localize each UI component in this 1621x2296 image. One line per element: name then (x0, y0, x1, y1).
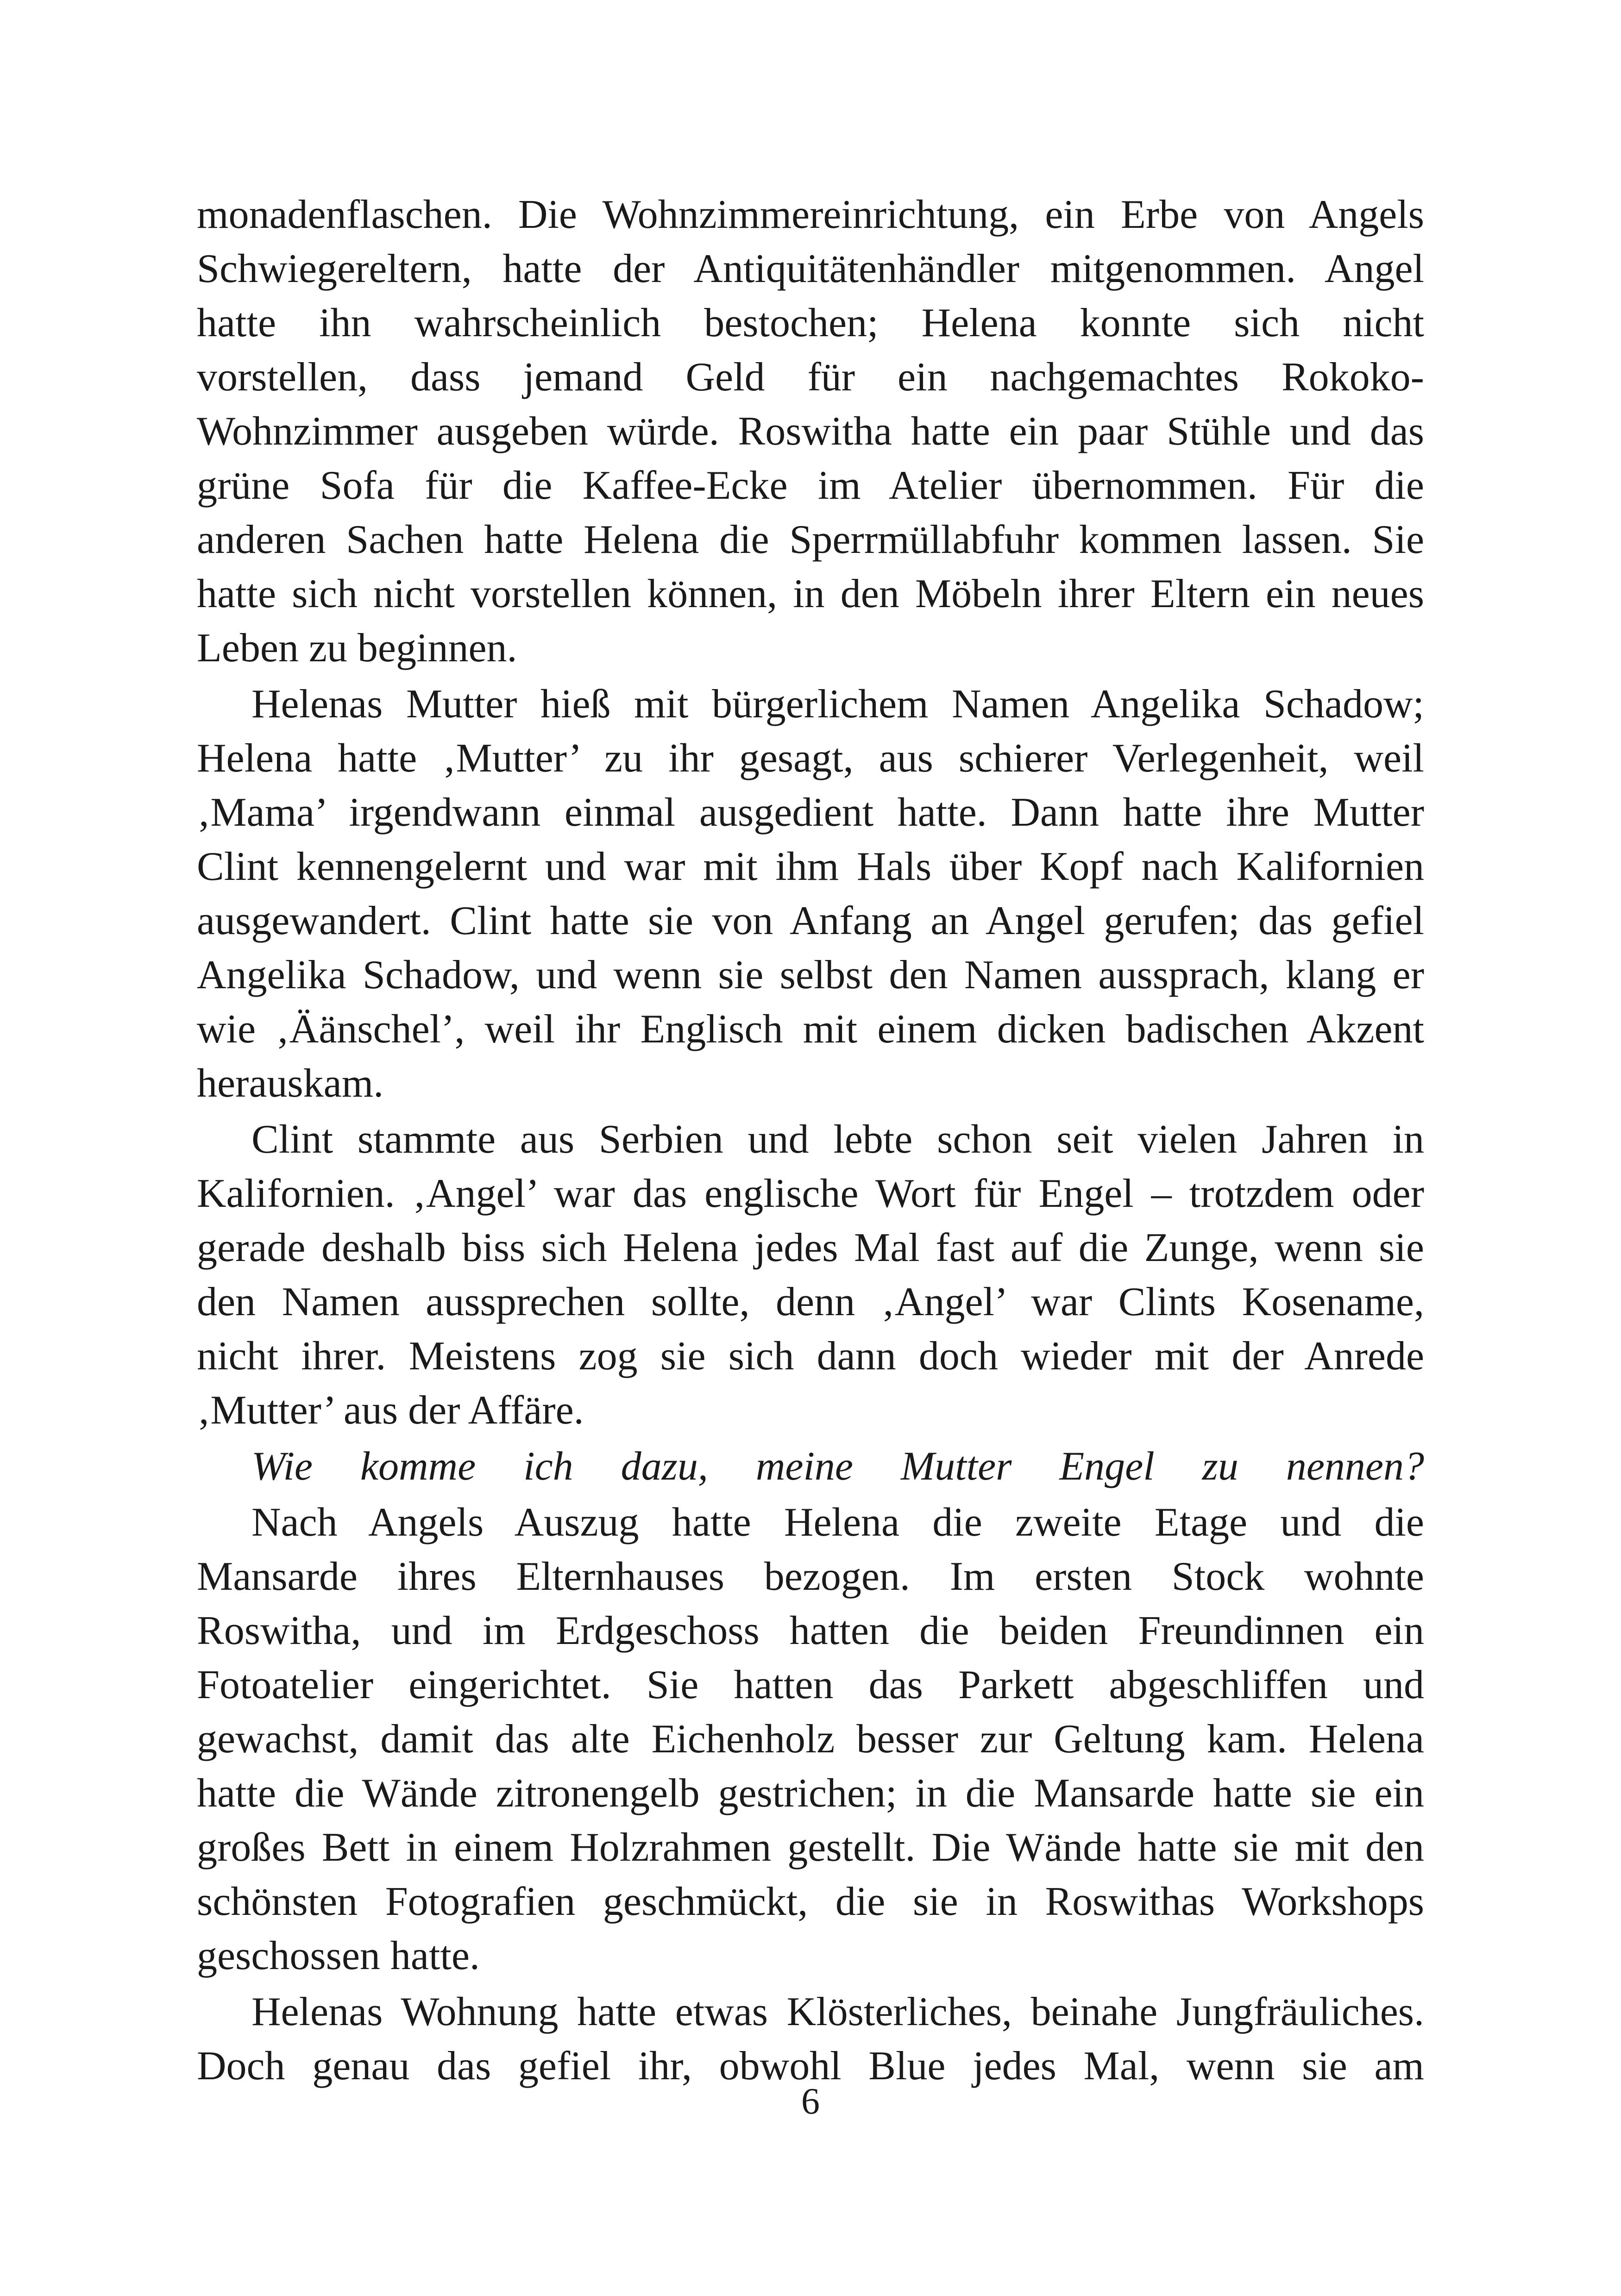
text-line: ‚Mama’ irgendwann einmal ausgedient hatte. Dann hatte ihre Mutter (197, 790, 1424, 835)
text-line: ‚Mutter’ aus der Affäre. (197, 1388, 584, 1433)
text-line: Clint stammte aus Serbien und lebte schon seit vielen Jahren in (251, 1117, 1424, 1162)
text-line: hatte sich nicht vorstellen können, in den Möbeln ihrer Eltern ein neues (197, 571, 1424, 616)
text-line: herauskam. (197, 1061, 384, 1106)
text-line: Roswitha, und im Erdgeschoss hatten die beiden Freundinnen ein (197, 1608, 1424, 1653)
paragraph (197, 188, 1424, 675)
text-line: schönsten Fotografien geschmückt, die sie in Roswithas Workshops (197, 1879, 1424, 1924)
text-line: den Namen aussprechen sollte, denn ‚Angel’ war Clints Kosename, (197, 1280, 1424, 1324)
text-line: anderen Sachen hatte Helena die Sperrmüllabfuhr kommen lassen. Sie (197, 517, 1424, 562)
text-line: grüne Sofa für die Kaffee-Ecke im Atelier übernommen. Für die (197, 463, 1424, 508)
paragraph (197, 1439, 1424, 1493)
text-line: Schwiegereltern, hatte der Antiquitätenhändler mitgenommen. Angel (197, 246, 1424, 291)
text-line: Mansarde ihres Elternhauses bezogen. Im ersten Stock wohnte (197, 1554, 1424, 1599)
body-text (197, 188, 1424, 2093)
text-line: geschossen hatte. (197, 1933, 480, 1978)
paragraph (197, 1495, 1424, 1983)
text-line: ausgewandert. Clint hatte sie von Anfang an Angel gerufen; das gefiel (197, 898, 1424, 943)
text-line: nicht ihrer. Meistens zog sie sich dann doch wieder mit der Anrede (197, 1334, 1424, 1379)
text-line: Helenas Wohnung hatte etwas Klösterliches, beinahe Jungfräuliches. (251, 1989, 1424, 2034)
text-line: gerade deshalb biss sich Helena jedes Mal fast auf die Zunge, wenn sie (197, 1225, 1424, 1270)
text-line: Clint kennengelernt und war mit ihm Hals über Kopf nach Kalifornien (197, 844, 1424, 889)
text-line: wie ‚Äänschel’, weil ihr Englisch mit einem dicken badischen Akzent (197, 1007, 1424, 1052)
text-line: Wie komme ich dazu, meine Mutter Engel zu nennen? (251, 1444, 1424, 1489)
text-line: Kalifornien. ‚Angel’ war das englische Wort für Engel – trotzdem oder (197, 1171, 1424, 1216)
paragraph (197, 1985, 1424, 2093)
paragraph (197, 1112, 1424, 1437)
text-line: Leben zu beginnen. (197, 626, 517, 671)
page-number: 6 (801, 2081, 820, 2122)
text-line: großes Bett in einem Holzrahmen gestellt. Die Wände hatte sie mit den (197, 1825, 1424, 1870)
text-line: Helena hatte ‚Mutter’ zu ihr gesagt, aus schierer Verlegenheit, weil (197, 736, 1424, 781)
text-line: Nach Angels Auszug hatte Helena die zweite Etage und die (251, 1500, 1424, 1545)
text-line: Angelika Schadow, und wenn sie selbst den Namen aussprach, klang er (197, 953, 1424, 997)
text-line: hatte ihn wahrscheinlich bestochen; Helena konnte sich nicht (197, 301, 1424, 345)
text-line: Wohnzimmer ausgeben würde. Roswitha hatte ein paar Stühle und das (197, 409, 1424, 454)
paragraph (197, 677, 1424, 1110)
text-line: Doch genau das gefiel ihr, obwohl Blue jedes Mal, wenn sie am (197, 2044, 1424, 2089)
text-line: Fotoatelier eingerichtet. Sie hatten das Parkett abgeschliffen und (197, 1662, 1424, 1707)
text-line: gewachst, damit das alte Eichenholz besser zur Geltung kam. Helena (197, 1717, 1424, 1762)
text-line: hatte die Wände zitronengelb gestrichen; in die Mansarde hatte sie ein (197, 1771, 1424, 1816)
text-line: vorstellen, dass jemand Geld für ein nachgemachtes Rokoko- (197, 355, 1424, 400)
text-line: monadenflaschen. Die Wohnzimmereinrichtung, ein Erbe von Angels (197, 192, 1424, 237)
text-line: Helenas Mutter hieß mit bürgerlichem Namen Angelika Schadow; (251, 682, 1424, 727)
